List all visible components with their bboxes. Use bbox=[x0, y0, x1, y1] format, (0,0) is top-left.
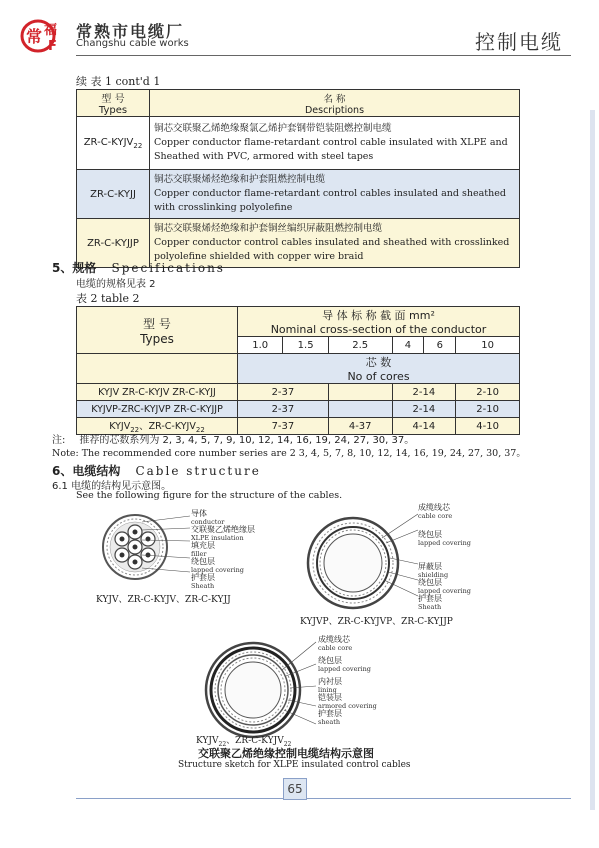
section6-sub-en: See the following figure for the structure of the cables. bbox=[76, 490, 343, 501]
figure-caption-en: Structure sketch for XLPE insulated control cables bbox=[178, 760, 411, 770]
table2-size-cell: 1.5 bbox=[283, 337, 328, 354]
table2-cores-cell: 2-14 bbox=[392, 384, 456, 401]
table2-cores-cell: 4-37 bbox=[328, 418, 392, 435]
table2-cores-cell: 2-10 bbox=[456, 384, 520, 401]
svg-text:F: F bbox=[48, 39, 57, 54]
page-number: 65 bbox=[283, 778, 307, 800]
diagram3-caption: $KYJV_{22}$、$ZR-C-KYJV_{22}$ bbox=[196, 736, 292, 748]
table2-size-cell: 10 bbox=[456, 337, 520, 354]
table2-header-cores: 芯 数 No of cores bbox=[238, 354, 520, 384]
table2-cores-cell: 2-10 bbox=[456, 401, 520, 418]
table-row bbox=[77, 117, 520, 170]
section6-heading: 6、电缆结构 Cable structure bbox=[52, 464, 261, 478]
table1-model-cell: $ZR-C-KYJV_{22}$ bbox=[77, 117, 150, 170]
note-en: Note: The recommended core number series are 2 3, 4, 5, 7, 8, 10, 12, 14, 16, 19, 24, 27, 30, 37。 bbox=[52, 448, 526, 459]
table1-desc-cell: 铜芯交联聚烯烃绝缘和护套铜丝编织屏蔽阻燃控制电缆 Copper conductor control cables insulated and sheathed with crosslinked polyolefine shielded with copper wire braid bbox=[150, 219, 520, 268]
table1-caption: 续 表 1 cont'd 1 bbox=[76, 75, 161, 88]
side-bar-decoration bbox=[590, 110, 595, 810]
table1-desc-cell: 铜芯交联聚烯烃绝缘和护套阻燃控制电缆 Copper conductor flame-retardant control cables insulated and sheathed with crosslinking polyolefine bbox=[150, 170, 520, 219]
table2-model-cell: KYJVP-ZRC-KYJVP ZR-C-KYJJP bbox=[77, 401, 238, 418]
table1-header-model: 型 号 Types bbox=[77, 90, 150, 117]
header-divider bbox=[76, 55, 571, 56]
table2-cores-cell: 2-14 bbox=[392, 401, 456, 418]
note-cn: 注: 推荐的芯数系列为 2, 3, 4, 5, 7, 9, 10, 12, 14, 16, 19, 24, 27, 30, 37。 bbox=[52, 435, 415, 446]
table2-model-cell: KYJV ZR-C-KYJV ZR-C-KYJJ bbox=[77, 384, 238, 401]
table2-size-cell: 2.5 bbox=[328, 337, 392, 354]
logo-glyph-1: 常 bbox=[26, 27, 43, 46]
footer-divider bbox=[76, 798, 571, 799]
table1 bbox=[76, 89, 520, 268]
table1-model-cell: ZR-C-KYJJP bbox=[77, 219, 150, 268]
table-row bbox=[77, 401, 520, 418]
diagram1-labels: 导体 conductor 交联聚乙烯绝缘层 XLPE insulation 填充层 filler 绕包层 lapped covering 护套层 Sheath bbox=[191, 509, 255, 590]
table2-header-section: 导 体 标 称 截 面 mm² Nominal cross-section of the conductor bbox=[238, 307, 520, 337]
table2-size-cell: 1.0 bbox=[238, 337, 283, 354]
diagram2-labels: 成缆线芯 cable core 绕包层 lapped covering 屏蔽层 shielding 绕包层 lapped covering 护套层 Sheath bbox=[418, 503, 471, 611]
diagram3-labels: 成缆线芯 cable core 绕包层 lapped covering 内衬层 lining 铠装层 armored covering 护套层 sheath bbox=[318, 635, 377, 726]
diagram2-caption: KYJVP、ZR-C-KYJVP、ZR-C-KYJJP bbox=[300, 617, 453, 627]
table2 bbox=[76, 306, 520, 435]
company-name-cn: 常熟市电缆厂 bbox=[76, 22, 185, 41]
table2-cores-cell bbox=[328, 401, 392, 418]
table2-caption: 表 2 table 2 bbox=[76, 292, 140, 305]
table2-cores-cell: 4-14 bbox=[392, 418, 456, 435]
table-row bbox=[77, 170, 520, 219]
diagram1-leader-lines bbox=[140, 510, 195, 590]
table1-model-cell: ZR-C-KYJJ bbox=[77, 170, 150, 219]
figure-caption-cn: 交联聚乙烯绝缘控制电缆结构示意图 bbox=[198, 747, 374, 760]
logo-glyph-2: 福 bbox=[44, 23, 58, 38]
table1-header-desc: 名 称 Descriptions bbox=[150, 90, 520, 117]
table2-cores-cell: 4-10 bbox=[456, 418, 520, 435]
table2-size-cell: 4 bbox=[392, 337, 424, 354]
table2-cores-cell: 2-37 bbox=[238, 384, 329, 401]
table2-model-cell: $KYJV_{22}$、$ZR-C-KYJV_{22}$ bbox=[77, 418, 238, 435]
section5-note: 电缆的规格见表 2 bbox=[76, 279, 156, 290]
diagram2-leader-lines bbox=[380, 508, 420, 608]
table2-cores-cell: 7-37 bbox=[238, 418, 329, 435]
table-row bbox=[77, 384, 520, 401]
table2-header-model: 型 号 Types bbox=[77, 307, 238, 354]
table2-cores-cell bbox=[328, 384, 392, 401]
section5-heading: 5、规格 Specifications bbox=[52, 261, 225, 275]
table2-size-cell: 6 bbox=[424, 337, 456, 354]
company-name-en: Changshu cable works bbox=[76, 38, 189, 49]
section6-sub-cn: 6.1 电缆的结构见示意图。 bbox=[52, 481, 172, 492]
table2-cores-cell: 2-37 bbox=[238, 401, 329, 418]
diagram1-caption: KYJV、ZR-C-KYJV、ZR-C-KYJJ bbox=[96, 595, 231, 605]
table1-desc-cell: 铜芯交联聚乙烯绝缘聚氯乙烯护套钢带铠装阻燃控制电缆 Copper conductor flame-retardant control cable insulated with XLPE and Sheathed with PVC, armored with steel tapes bbox=[150, 117, 520, 170]
diagram3-leader-lines bbox=[280, 636, 320, 732]
page-title: 控制电缆 bbox=[475, 30, 563, 54]
company-logo bbox=[20, 16, 68, 54]
